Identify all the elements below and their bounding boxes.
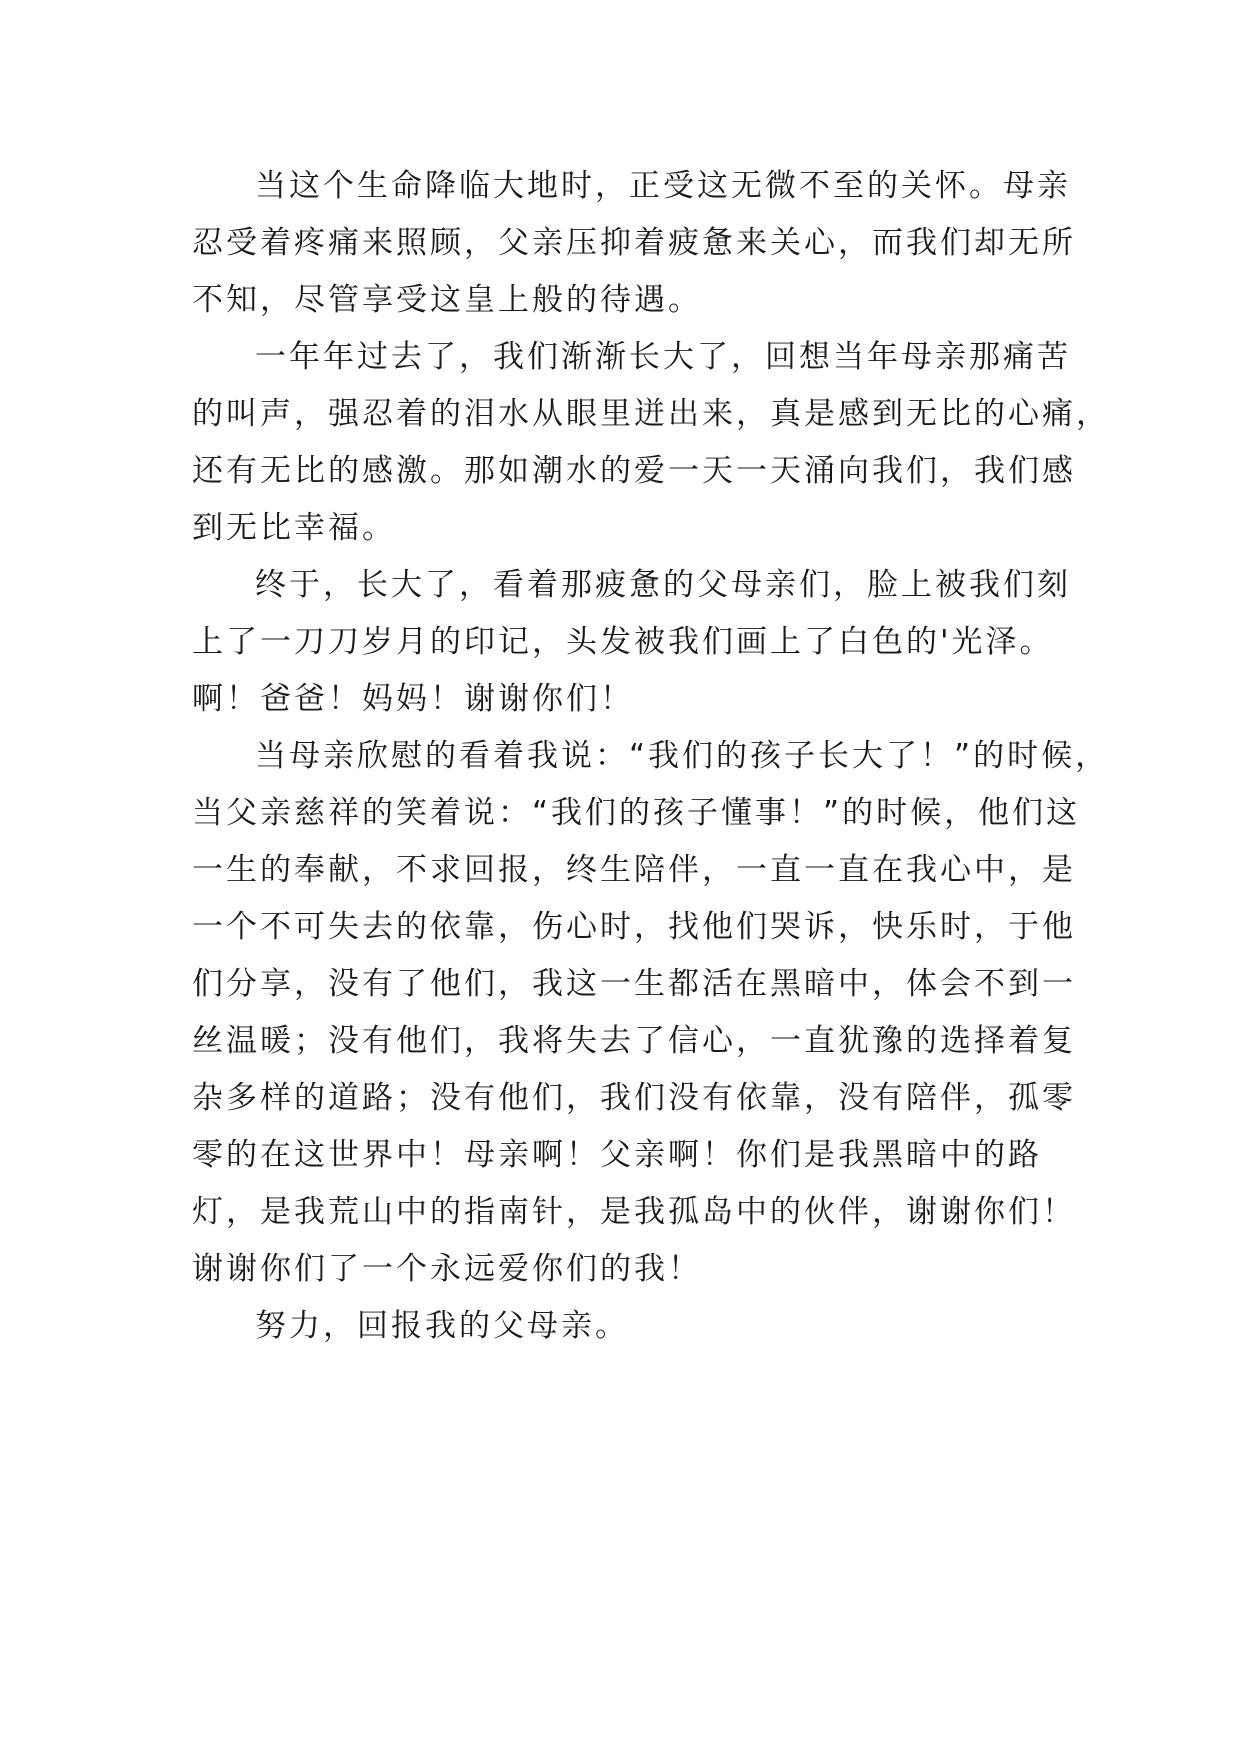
text-line: 当这个生命降临大地时，正受这无微不至的关怀。母亲 (255, 168, 1071, 204)
paragraph-5 (192, 1298, 1072, 1355)
paragraph-4 (192, 728, 1110, 1298)
text-line: 当父亲慈祥的笑着说：“我们的孩子懂事！”的时候，他们这 (192, 795, 1081, 831)
text-line: 终于，长大了，看着那疲惫的父母亲们，脸上被我们刻 (255, 567, 1071, 603)
text-line: 的叫声，强忍着的泪水从眼里迸出来，真是感到无比的心痛， (192, 396, 1110, 432)
text-line: 灯，是我荒山中的指南针，是我孤岛中的伙伴，谢谢你们！ (192, 1194, 1076, 1230)
text-line: 一生的奉献，不求回报，终生陪伴，一直一直在我心中，是 (192, 852, 1076, 888)
paragraph-2 (192, 329, 1110, 557)
text-line: 零的在这世界中！母亲啊！父亲啊！你们是我黑暗中的路 (192, 1137, 1042, 1173)
text-line: 谢谢你们了一个永远爱你们的我！ (192, 1251, 702, 1287)
text-line: 当母亲欣慰的看着我说：“我们的孩子长大了！”的时候， (255, 738, 1110, 774)
text-line: 一年年过去了，我们渐渐长大了，回想当年母亲那痛苦 (255, 339, 1071, 375)
text-line: 上了一刀刀岁月的印记，头发被我们画上了白色的'光泽。 (192, 624, 1054, 660)
text-line: 忍受着疼痛来照顾，父亲压抑着疲惫来关心，而我们却无所 (192, 225, 1076, 261)
text-line: 到无比幸福。 (192, 510, 396, 546)
paragraph-1 (192, 158, 1076, 329)
text-line: 努力，回报我的父母亲。 (255, 1308, 629, 1344)
text-line: 们分享，没有了他们，我这一生都活在黑暗中，体会不到一 (192, 966, 1076, 1002)
text-line: 丝温暖；没有他们，我将失去了信心，一直犹豫的选择着复 (192, 1023, 1076, 1059)
text-line: 不知，尽管享受这皇上般的待遇。 (192, 282, 702, 318)
text-line: 杂多样的道路；没有他们，我们没有依靠，没有陪伴，孤零 (192, 1080, 1076, 1116)
text-line: 啊！爸爸！妈妈！谢谢你们！ (192, 681, 634, 717)
document-body (192, 158, 1110, 1355)
paragraph-3 (192, 557, 1072, 728)
text-line: 一个不可失去的依靠，伤心时，找他们哭诉，快乐时，于他 (192, 909, 1076, 945)
text-line: 还有无比的感激。那如潮水的爱一天一天涌向我们，我们感 (192, 453, 1076, 489)
